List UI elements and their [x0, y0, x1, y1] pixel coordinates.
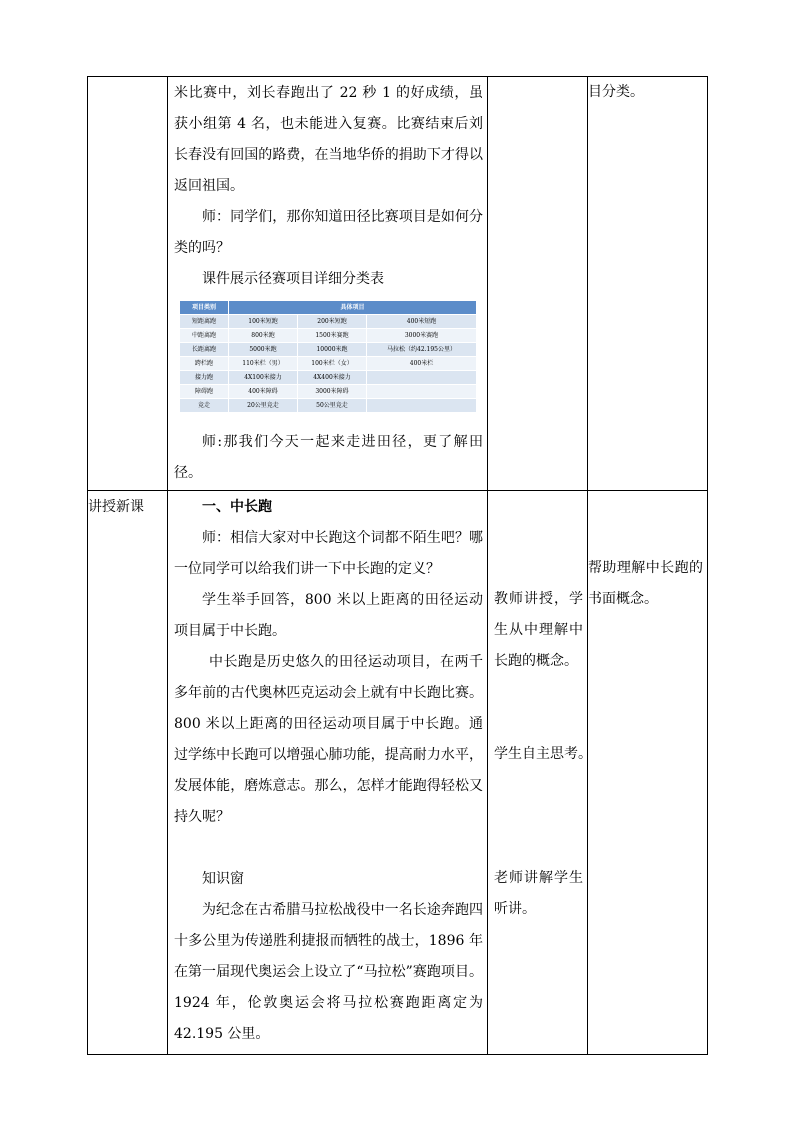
cell: 4X400米接力 [298, 371, 367, 385]
cell: 110米栏（男） [229, 357, 298, 371]
table-row [180, 343, 477, 357]
cell: 障碍跑 [180, 385, 229, 399]
definition-paragraph: 中长跑是历史悠久的田径运动项目，在两千多年前的古代奥林匹克运动会上就有中长跑比赛。800 米以上距离的田径运动项目属于中长跑。通过学练中长跑可以增强心肺功能，提高耐力水平，发展体能，磨炼意志。那么，怎样才能跑得轻松又持久呢？ [174, 654, 483, 825]
purpose-text: 目分类。 [588, 84, 644, 100]
cell [367, 385, 477, 399]
row2-col3 [488, 491, 592, 1055]
row1-col4 [588, 77, 708, 491]
row1-col1 [88, 77, 168, 491]
cell: 100米短跑 [229, 315, 298, 329]
cell: 竞走 [180, 399, 229, 413]
table-header [180, 301, 477, 315]
cell: 10000米跑 [298, 343, 367, 357]
knowledge-window-title: 知识窗 [202, 871, 244, 887]
header-category: 项目类别 [180, 301, 229, 315]
cell: 1500米赛跑 [298, 329, 367, 343]
table-row [180, 385, 477, 399]
table-row [180, 399, 477, 413]
cell: 400米短跑 [367, 315, 477, 329]
cell: 20公里竞走 [229, 399, 298, 413]
row2-col1 [88, 491, 168, 1055]
purpose-text: 帮助理解中长跑的书面概念。 [588, 560, 703, 607]
cell: 3000米赛跑 [367, 329, 477, 343]
cell: 100米栏（女） [298, 357, 367, 371]
row1-col2 [168, 77, 488, 491]
cell: 400米栏 [367, 357, 477, 371]
stage-label: 讲授新课 [88, 499, 144, 515]
section-heading: 一、中长跑 [202, 499, 272, 515]
cell: 5000米跑 [229, 343, 298, 357]
table-row [180, 329, 477, 343]
cell: 接力跑 [180, 371, 229, 385]
table-row [88, 491, 708, 1055]
cell: 4X100米接力 [229, 371, 298, 385]
history-paragraph: 米比赛中，刘长春跑出了 22 秒 1 的好成绩，虽获小组第 4 名，也未能进入复赛。比赛结束后刘长春没有回国的路费，在当地华侨的捐助下才得以返回祖国。 [174, 85, 483, 194]
row2-col4 [588, 491, 708, 1055]
activity-teaching: 教师讲授，学生从中理解中长跑的概念。 [494, 591, 583, 669]
activity-listening: 老师讲解学生听讲。 [494, 870, 583, 917]
table-row [180, 371, 477, 385]
table-row [180, 357, 477, 371]
cell [367, 399, 477, 413]
cell: 3000米障碍 [298, 385, 367, 399]
row1-col3 [488, 77, 588, 491]
knowledge-window-text: 为纪念在古希腊马拉松战役中一名长途奔跑四十多公里为传递胜利捷报而牺牲的战士，1896 年在第一届现代奥运会上设立了“马拉松”赛跑项目。1924 年，伦敦奥运会将马拉松赛跑距离定为 42.195 公里。 [174, 902, 483, 1042]
teacher-question: 师：相信大家对中长跑这个词都不陌生吧？哪一位同学可以给我们讲一下中长跑的定义？ [174, 530, 483, 577]
cell: 中距离跑 [180, 329, 229, 343]
table-row [180, 315, 477, 329]
teacher-question: 师：同学们，那你知道田径比赛项目是如何分类的吗？ [174, 209, 483, 256]
cell: 400米障碍 [229, 385, 298, 399]
cell: 马拉松（约42.195公里） [367, 343, 477, 357]
teacher-closing: 师:那我们今天一起来走进田径，更了解田径。 [174, 434, 483, 481]
cell: 跨栏跑 [180, 357, 229, 371]
cell: 长距离跑 [180, 343, 229, 357]
header-items: 具体项目 [229, 301, 477, 315]
student-answer: 学生举手回答，800 米以上距离的田径运动项目属于中长跑。 [174, 592, 483, 639]
cell: 短距离跑 [180, 315, 229, 329]
lesson-plan-table [87, 76, 708, 1055]
table-row [88, 77, 708, 491]
cell: 200米短跑 [298, 315, 367, 329]
cell: 800米跑 [229, 329, 298, 343]
courseware-caption: 课件展示径赛项目详细分类表 [202, 271, 384, 287]
row2-col2 [168, 491, 488, 1055]
spacer [168, 833, 487, 864]
cell: 50公里竞走 [298, 399, 367, 413]
activity-thinking: 学生自主思考。 [494, 746, 592, 762]
courseware-classification-table [179, 300, 477, 413]
cell [367, 371, 477, 385]
